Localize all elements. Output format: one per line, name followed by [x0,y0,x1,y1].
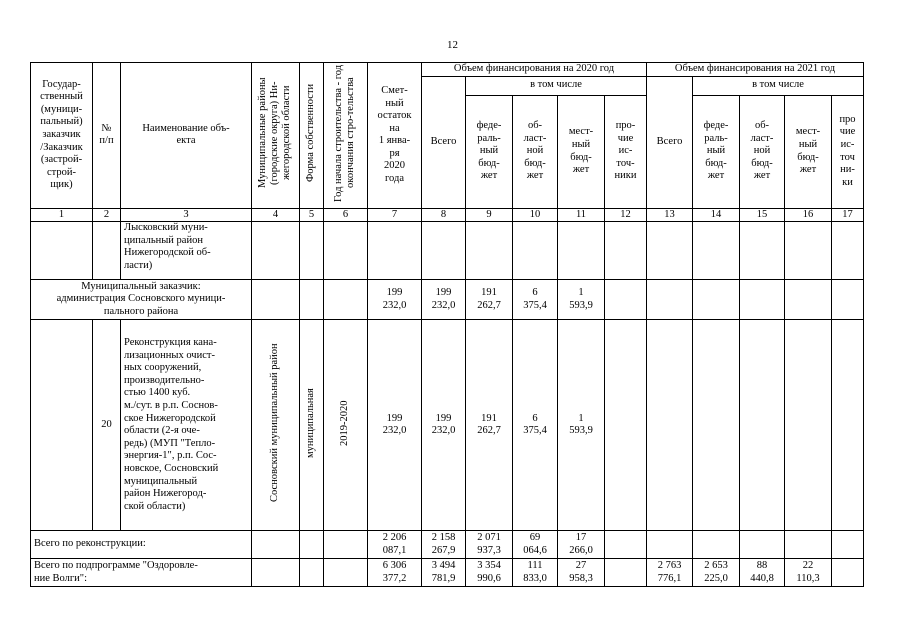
column-number: 7 [368,208,422,222]
item-balance: 199 232,0 [368,320,422,531]
subprogram-regional-2021: 88 440,8 [740,559,785,587]
header-federal-2021: феде- раль- ный бюд- жет [693,95,740,208]
district-label: Лысковский муни- ципальный район Нижегородской об- ласти) [121,222,252,280]
table-row [31,559,864,587]
reconstruction-total-label: Всего по реконструкции: [31,531,252,559]
page-number: 12 [447,39,458,51]
item-district: Сосновский муниципальный район [269,343,281,503]
item-district-cell [252,320,300,531]
header-fin-2020: Объем финансирования на 2020 год [422,63,647,77]
subprogram-federal-2021: 2 653 225,0 [693,559,740,587]
column-number: 6 [324,208,368,222]
header-num: № п/п [93,63,121,209]
reconstruction-regional-2020: 69 064,6 [513,531,558,559]
column-number: 10 [513,208,558,222]
header-total-2021: Всего [647,76,693,208]
item-regional-2020: 6 375,4 [513,320,558,531]
header-total-2020: Всего [422,76,466,208]
column-number: 5 [300,208,324,222]
column-number: 3 [121,208,252,222]
header-local-2021: мест- ный бюд- жет [785,95,832,208]
header-customer: Государ- ственный (муници- пальный) заказчик /Заказчик (застрой- строй- щик) [31,63,93,209]
column-number: 8 [422,208,466,222]
subprogram-total-2021: 2 763 776,1 [647,559,693,587]
customer-regional-2020: 6 375,4 [513,280,558,320]
reconstruction-federal-2020: 2 071 937,3 [466,531,513,559]
table-row [31,222,864,280]
column-number: 15 [740,208,785,222]
header-incl-2020: в том числе [466,76,647,95]
header-regional-2021: об- ласт- ной бюд- жет [740,95,785,208]
header-balance: Смет- ный остаток на 1 янва- ря 2020 года [368,63,422,209]
header-districts [252,63,300,209]
header-ownership-text: Форма собственности [305,83,317,183]
subprogram-total-2020: 3 494 781,9 [422,559,466,587]
subprogram-regional-2020: 111 833,0 [513,559,558,587]
item-ownership: муниципальная [305,387,317,458]
column-number: 9 [466,208,513,222]
subprogram-balance: 6 306 377,2 [368,559,422,587]
header-years-text: Год начала строительства - год окончания стро-тельства [333,64,357,202]
customer-local-2020: 1 593,9 [558,280,605,320]
table-row [31,320,864,531]
column-number: 12 [605,208,647,222]
item-years: 2019-2020 [339,400,351,446]
item-total-2020: 199 232,0 [422,320,466,531]
column-number: 4 [252,208,300,222]
column-number: 16 [785,208,832,222]
customer-label: Муниципальный заказчик: администрация Сосновского муници- пального района [31,280,252,320]
reconstruction-balance: 2 206 087,1 [368,531,422,559]
financing-table [30,62,864,587]
header-districts-text: Муниципальные районы (городские округа) Ни-жегородской области [257,77,293,189]
column-number: 2 [93,208,121,222]
column-number: 14 [693,208,740,222]
header-federal-2020: феде- раль- ный бюд- жет [466,95,513,208]
item-number: 20 [93,320,121,531]
header-years [324,63,368,209]
column-number: 17 [832,208,864,222]
header-fin-2021: Объем финансирования на 2021 год [647,63,864,77]
subprogram-federal-2020: 3 354 990,6 [466,559,513,587]
item-name: Реконструкция кана- лизационных очист- ных сооружений, производительно- стью 1400 куб. м./сут. в р.п. Соснов- ское Нижегородской области (2-я оче- редь) (МУП "Тепло- энергия-1", р.п. Сос- новское, Сосновский муниципальный район Нижегород- ской области) [121,320,252,531]
customer-total-2020: 199 232,0 [422,280,466,320]
header-object-name: Наименование объ- екта [121,63,252,209]
item-years-cell [324,320,368,531]
customer-federal-2020: 191 262,7 [466,280,513,320]
subprogram-total-label: Всего по подпрограмме "Оздоровле- ние Волги": [31,559,252,587]
column-number: 11 [558,208,605,222]
header-other-2020: про- чие ис- точ- ники [605,95,647,208]
customer-balance: 199 232,0 [368,280,422,320]
table-row [31,280,864,320]
subprogram-local-2021: 22 110,3 [785,559,832,587]
header-incl-2021: в том числе [693,76,864,95]
item-ownership-cell [300,320,324,531]
column-number: 1 [31,208,93,222]
column-numbers-row [31,208,864,222]
reconstruction-local-2020: 17 266,0 [558,531,605,559]
table-row [31,531,864,559]
reconstruction-total-2020: 2 158 267,9 [422,531,466,559]
header-local-2020: мест- ный бюд- жет [558,95,605,208]
subprogram-local-2020: 27 958,3 [558,559,605,587]
header-other-2021: про чие ис- точ ни- ки [832,95,864,208]
item-federal-2020: 191 262,7 [466,320,513,531]
header-ownership [300,63,324,209]
header-regional-2020: об- ласт- ной бюд- жет [513,95,558,208]
item-local-2020: 1 593,9 [558,320,605,531]
column-number: 13 [647,208,693,222]
